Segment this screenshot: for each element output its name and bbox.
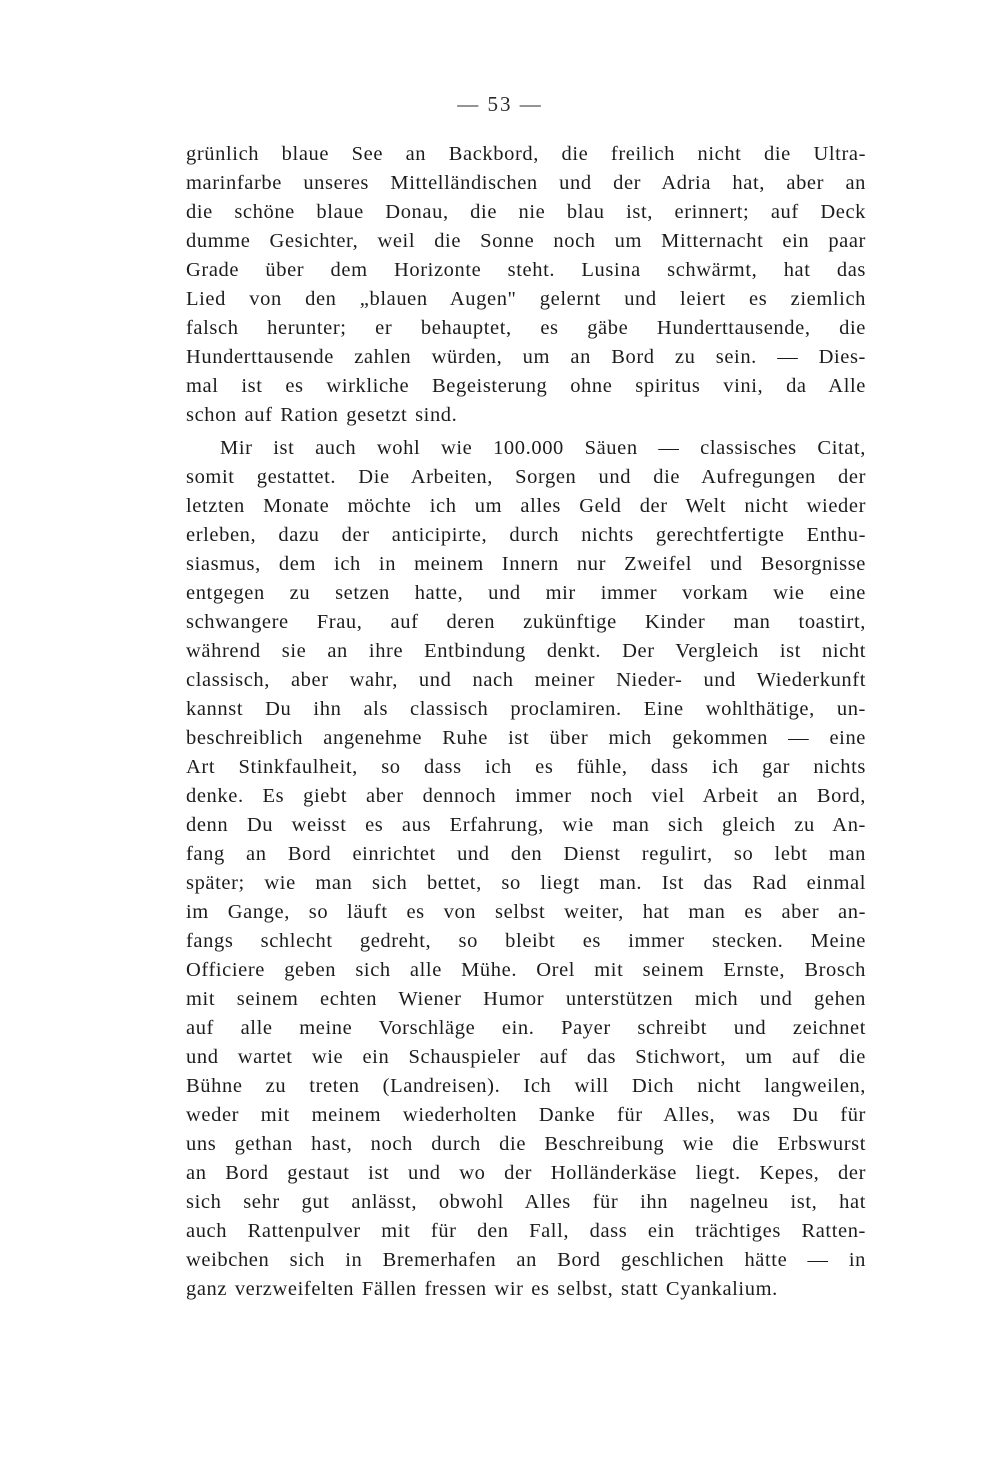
text-line: mit seinem echten Wiener Humor unterstützen mich und gehen (186, 988, 866, 1010)
text-line: Mir ist auch wohl wie 100.000 Säuen — classisches Citat, (220, 437, 866, 459)
paragraph (186, 140, 866, 430)
text-line: fang an Bord einrichtet und den Dienst regulirt, so lebt man (186, 843, 866, 865)
text-line: während sie an ihre Entbindung denkt. Der Vergleich ist nicht (186, 640, 866, 662)
text-line: Bühne zu treten (Landreisen). Ich will Dich nicht langweilen, (186, 1075, 866, 1097)
text-line: auch Rattenpulver mit für den Fall, dass ein trächtiges Ratten- (186, 1220, 866, 1242)
text-line: falsch herunter; er behauptet, es gäbe Hunderttausende, die (186, 317, 866, 339)
text-line: Officiere geben sich alle Mühe. Orel mit seinem Ernste, Brosch (186, 959, 866, 981)
text-line: denn Du weisst es aus Erfahrung, wie man sich gleich zu An- (186, 814, 866, 836)
text-line: Grade über dem Horizonte steht. Lusina schwärmt, hat das (186, 259, 866, 281)
text-line: dumme Gesichter, weil die Sonne noch um Mitternacht ein paar (186, 230, 866, 252)
text-line: auf alle meine Vorschläge ein. Payer schreibt und zeichnet (186, 1017, 866, 1039)
text-line: ganz verzweifelten Fällen fressen wir es selbst, statt Cyankalium. (186, 1278, 778, 1300)
text-line: Lied von den „blauen Augen" gelernt und leiert es ziemlich (186, 288, 866, 310)
text-line: erleben, dazu der anticipirte, durch nichts gerechtfertigte Enthu- (186, 524, 866, 546)
text-line: classisch, aber wahr, und nach meiner Nieder- und Wiederkunft (186, 669, 866, 691)
page-number: — 53 — (457, 92, 543, 116)
text-line: an Bord gestaut ist und wo der Holländerkäse liegt. Kepes, der (186, 1162, 866, 1184)
text-line: und wartet wie ein Schauspieler auf das Stichwort, um auf die (186, 1046, 866, 1068)
text-line: somit gestattet. Die Arbeiten, Sorgen und die Aufregungen der (186, 466, 866, 488)
text-line: weibchen sich in Bremerhafen an Bord geschlichen hätte — in (186, 1249, 866, 1271)
text-line: denke. Es giebt aber dennoch immer noch viel Arbeit an Bord, (186, 785, 866, 807)
text-line: Art Stinkfaulheit, so dass ich es fühle, dass ich gar nichts (186, 756, 866, 778)
text-line: im Gange, so läuft es von selbst weiter, hat man es aber an- (186, 901, 866, 923)
text-line: kannst Du ihn als classisch proclamiren. Eine wohlthätige, un- (186, 698, 866, 720)
text-line: weder mit meinem wiederholten Danke für Alles, was Du für (186, 1104, 866, 1126)
text-line: entgegen zu setzen hatte, und mir immer vorkam wie eine (186, 582, 866, 604)
text-line: schwangere Frau, auf deren zukünftige Kinder man toastirt, (186, 611, 866, 633)
text-line: später; wie man sich bettet, so liegt man. Ist das Rad einmal (186, 872, 866, 894)
text-line: sich sehr gut anlässt, obwohl Alles für ihn nagelneu ist, hat (186, 1191, 866, 1213)
text-line: grünlich blaue See an Backbord, die freilich nicht die Ultra- (186, 143, 866, 165)
text-line: letzten Monate möchte ich um alles Geld der Welt nicht wieder (186, 495, 866, 517)
text-line: siasmus, dem ich in meinem Innern nur Zweifel und Besorgnisse (186, 553, 866, 575)
text-line: beschreiblich angenehme Ruhe ist über mich gekommen — eine (186, 727, 866, 749)
text-line: die schöne blaue Donau, die nie blau ist, erinnert; auf Deck (186, 201, 866, 223)
text-line: mal ist es wirkliche Begeisterung ohne spiritus vini, da Alle (186, 375, 866, 397)
text-line: marinfarbe unseres Mittelländischen und der Adria hat, aber an (186, 172, 866, 194)
paragraph-container (186, 140, 866, 1304)
text-line: fangs schlecht gedreht, so bleibt es immer stecken. Meine (186, 930, 866, 952)
paragraph (186, 434, 866, 1304)
body-text (186, 140, 866, 1304)
text-line: schon auf Ration gesetzt sind. (186, 404, 458, 426)
text-line: uns gethan hast, noch durch die Beschreibung wie die Erbswurst (186, 1133, 866, 1155)
text-line: Hunderttausende zahlen würden, um an Bord zu sein. — Dies- (186, 346, 866, 368)
